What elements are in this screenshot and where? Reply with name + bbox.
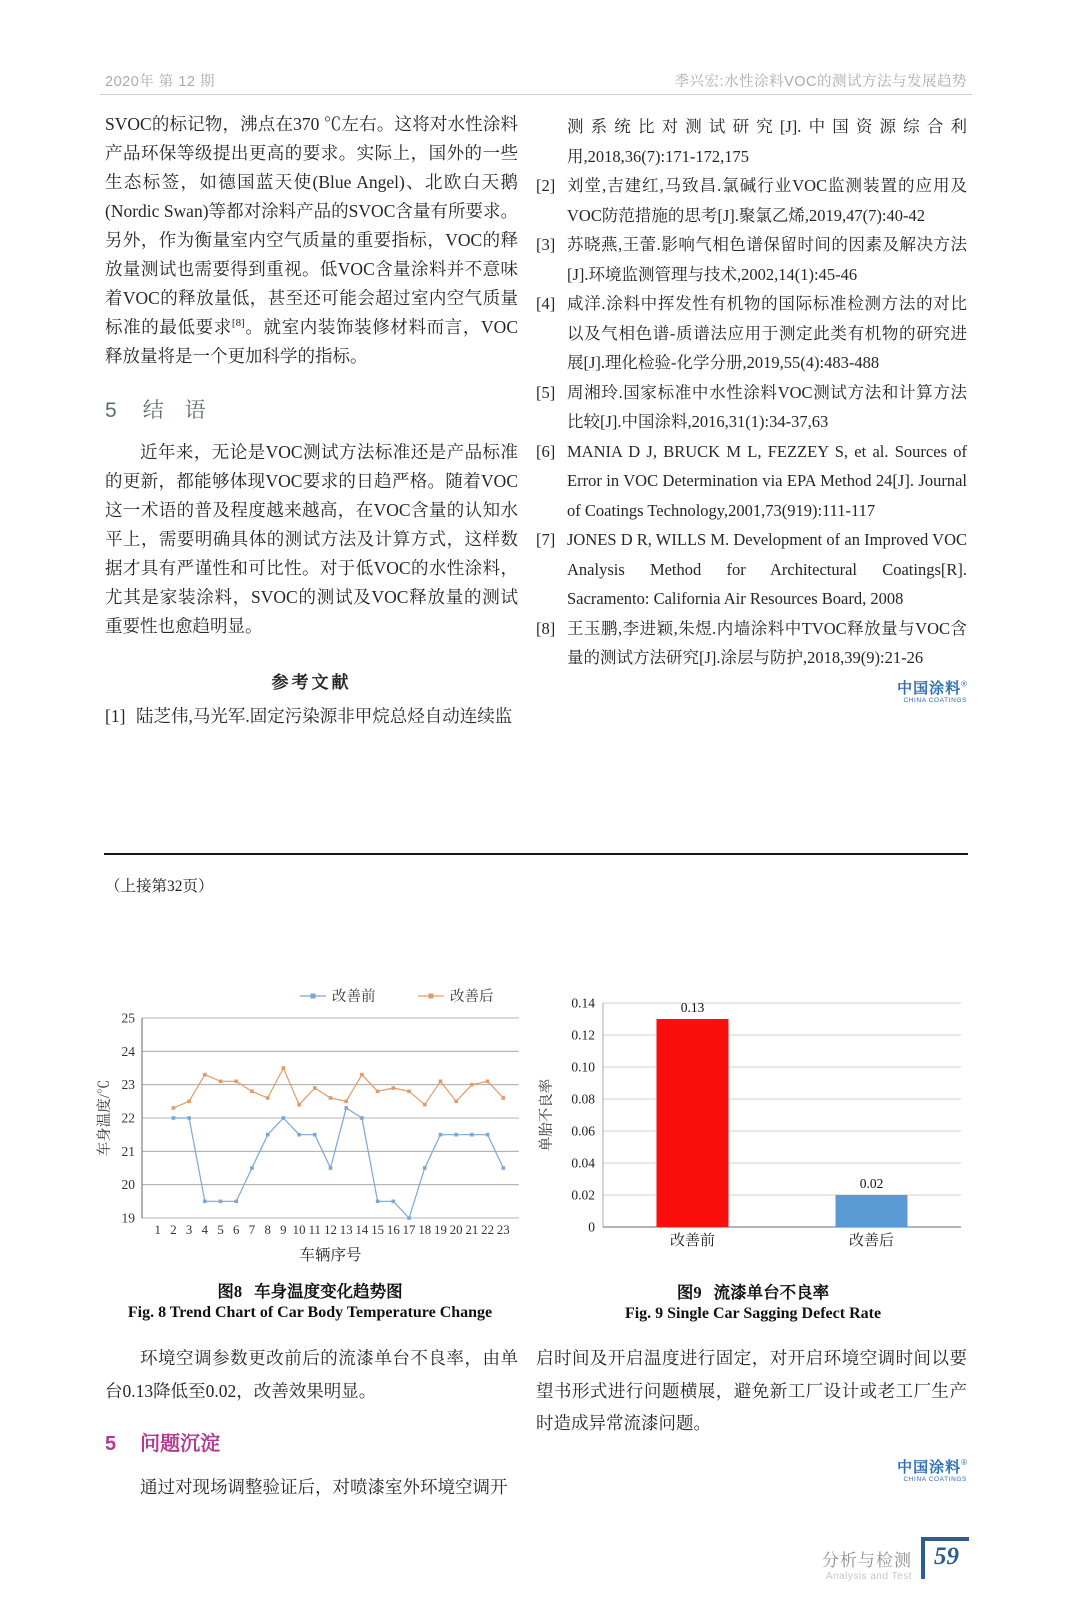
svg-text:0.02: 0.02: [859, 1176, 884, 1191]
svg-text:19: 19: [434, 1223, 447, 1237]
reference-item: [7] JONES D R, WILLS M. Development of an Improved VOC Analysis Method for Architectural Coatings[R]. Sacramento: California Air Resources Board, 2008: [536, 530, 967, 608]
svg-text:12: 12: [324, 1223, 337, 1237]
svg-text:7: 7: [248, 1223, 256, 1237]
footer-section-cn: 分析与检测: [822, 1551, 912, 1570]
svg-text:6: 6: [233, 1223, 240, 1237]
svg-text:0.13: 0.13: [680, 1000, 705, 1015]
svg-text:21: 21: [465, 1223, 479, 1237]
footer-section-en: Analysis and Test: [825, 1571, 912, 1582]
svg-text:17: 17: [402, 1223, 416, 1237]
svg-text:22: 22: [481, 1223, 494, 1237]
reference-label: [1]: [105, 706, 126, 726]
svg-text:20: 20: [121, 1177, 135, 1193]
china-coatings-logo: 中国涂料® CHINA COATINGS: [897, 1457, 967, 1483]
svg-text:改善后: 改善后: [450, 989, 494, 1005]
section-heading-problem: 5 问题沉淀: [105, 1433, 221, 1455]
left-column: [105, 110, 518, 731]
reference-item: [105, 702, 518, 731]
fig8-line-chart: [95, 976, 525, 1293]
reference-text: 陆芝伟,马光军.固定污染源非甲烷总烃自动连续监: [136, 706, 513, 726]
section-heading-conclusion: 5 结 语: [105, 399, 206, 422]
fig8-caption-cn: 图8 车身温度变化趋势图: [217, 1282, 403, 1301]
registered-mark: ®: [961, 1457, 967, 1467]
svg-text:5: 5: [217, 1223, 224, 1237]
reference-item: [6] MANIA D J, BRUCK M L, FEZZEY S, et al. Sources of Error in VOC Determination via EPA Method 24[J]. Journal of Coatings Technology,2001,73(919):111-117: [536, 441, 967, 520]
svg-text:25: 25: [121, 1010, 135, 1026]
fig8-caption-en: Fig. 8 Trend Chart of Car Body Temperature Change: [127, 1304, 493, 1321]
svg-text:0: 0: [588, 1219, 595, 1235]
svg-text:9: 9: [280, 1223, 287, 1237]
fig9-caption-en: Fig. 9 Single Car Sagging Defect Rate: [624, 1305, 882, 1322]
svg-text:单胎不良率: 单胎不良率: [539, 1078, 555, 1152]
svg-text:18: 18: [418, 1223, 432, 1237]
reference-item: [3] 苏晓燕,王蕾.影响气相色谱保留时间的因素及解决方法[J].环境监测管理与技术,2002,14(1):45-46: [536, 235, 967, 284]
fig9-caption-cn: 图9 流漆单台不良率: [676, 1283, 830, 1302]
svg-text:23: 23: [496, 1223, 510, 1237]
svg-text:4: 4: [201, 1223, 209, 1237]
china-coatings-logo: 中国涂料® CHINA COATINGS: [897, 679, 967, 705]
body-paragraph: 通过对现场调整验证后，对喷漆室外环境空调开: [140, 1476, 508, 1497]
svg-text:10: 10: [292, 1223, 306, 1237]
bottom-left-column: [105, 1342, 518, 1503]
svg-text:0.08: 0.08: [571, 1091, 595, 1107]
svg-text:24: 24: [121, 1043, 135, 1059]
svg-text:19: 19: [121, 1210, 135, 1226]
svg-text:0.14: 0.14: [571, 995, 595, 1011]
svg-text:23: 23: [121, 1077, 135, 1093]
conclusion-paragraph: 近年来，无论是VOC测试方法标准还是产品标准的更新，都能够体现VOC要求的日趋严格。随着VOC这一术语的普及程度越来越高，在VOC含量的认知水平上，需要明确具体的测试方法及计算方式，这样数据才具有严谨性和可比性。对于低VOC的水性涂料，尤其是家装涂料，SVOC的测试及VOC释放量的测试重要性也愈趋明显。: [105, 442, 518, 636]
svg-text:15: 15: [371, 1223, 385, 1237]
header-issue: 2020年 第 12 期: [105, 74, 215, 90]
reference-item: [5] 周湘玲.国家标准中水性涂料VOC测试方法和计算方法比较[J].中国涂料,2016,31(1):34-37,63: [536, 382, 967, 431]
page-number: 59: [934, 1543, 959, 1570]
result-paragraph: 环境空调参数更改前后的流漆单台不良率，由单台0.13降低至0.02，改善效果明显。: [105, 1348, 518, 1401]
svg-text:1: 1: [154, 1223, 161, 1237]
svg-text:8: 8: [264, 1223, 271, 1237]
svg-text:14: 14: [355, 1223, 369, 1237]
svg-text:0.02: 0.02: [571, 1187, 595, 1203]
svg-text:20: 20: [449, 1223, 463, 1237]
svg-text:0.10: 0.10: [571, 1059, 595, 1075]
svg-text:0.06: 0.06: [571, 1123, 595, 1139]
references-title: 参考文献: [271, 673, 352, 692]
fig9-bar-chart: [535, 950, 967, 1267]
body-paragraph: 启时间及开启温度进行固定，对开启环境空调时间以要望书形式进行问题横展，避免新工厂设计或老工厂生产时造成异常流漆问题。: [536, 1348, 967, 1433]
header-rule: [100, 94, 972, 95]
svg-text:16: 16: [386, 1223, 400, 1237]
svg-text:0.04: 0.04: [571, 1155, 595, 1171]
svg-text:0.12: 0.12: [571, 1027, 595, 1043]
svg-text:改善后: 改善后: [848, 1233, 895, 1249]
svg-text:改善前: 改善前: [332, 989, 376, 1005]
header-running-title: 季兴宏:水性涂料VOC的测试方法与发展趋势: [674, 74, 967, 90]
svg-text:车身温度/℃: 车身温度/℃: [97, 1079, 113, 1157]
article-divider-rule: [104, 853, 968, 855]
registered-mark: ®: [961, 679, 967, 688]
page-number-bracket: [921, 1537, 969, 1579]
bottom-right-column: [536, 1342, 967, 1483]
continued-from-note: （上接第32页）: [105, 878, 214, 895]
svg-text:21: 21: [121, 1143, 135, 1159]
reference-item: 测系统比对测试研究[J].中国资源综合利用,2018,36(7):171-172,175: [567, 117, 967, 166]
body-paragraph: SVOC的标记物，沸点在370 ℃左右。这将对水性涂料产品环保等级提出更高的要求。实际上，国外的一些生态标签，如德国蓝天使(Blue Angel)、北欧白天鹅(Nordic Swan)等都对涂料产品的SVOC含量有所要求。另外，作为衡量室内空气质量的重要指标，VOC的释放量测试也需要得到重视。低VOC含量涂料并不意味着VOC的释放量低，甚至还可能会超过室内空气质量标准的最低要求[8]。就室内装饰装修材料而言，VOC释放量将是一个更加科学的指标。: [105, 114, 518, 366]
svg-text:11: 11: [308, 1223, 321, 1237]
reference-item: [4] 咸洋.涂料中挥发性有机物的国际标准检测方法的对比以及气相色谱-质谱法应用于测定此类有机物的研究进展[J].理化检验-化学分册,2019,55(4):483-488: [536, 294, 967, 372]
reference-item: [8] 王玉鹏,李进颖,朱煜.内墙涂料中TVOC释放量与VOC含量的测试方法研究[J].涂层与防护,2018,39(9):21-26: [536, 618, 967, 667]
svg-text:3: 3: [185, 1223, 193, 1237]
svg-text:22: 22: [121, 1110, 135, 1126]
svg-text:13: 13: [339, 1223, 353, 1237]
reference-item: [2] 刘堂,吉建红,马致昌.氯碱行业VOC监测装置的应用及VOC防范措施的思考[J].聚氯乙烯,2019,47(7):40-42: [536, 176, 967, 225]
svg-text:2: 2: [170, 1223, 177, 1237]
svg-text:改善前: 改善前: [669, 1233, 716, 1249]
right-column: [536, 112, 967, 705]
svg-text:车辆序号: 车辆序号: [299, 1247, 362, 1264]
page-footer: [822, 1537, 969, 1582]
citation-superscript: [8]: [231, 317, 245, 330]
